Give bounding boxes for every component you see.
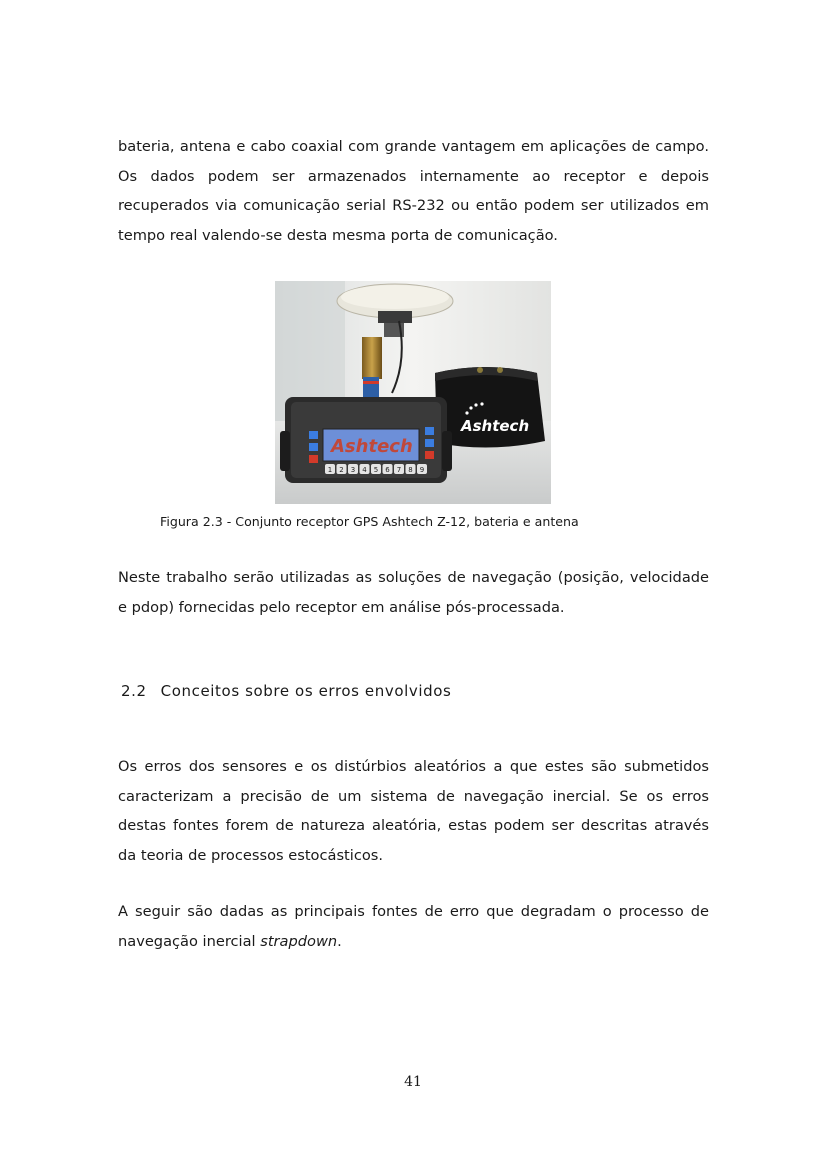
text-segment: navegação inercial [118, 932, 261, 950]
text-line: da teoria de processos estocásticos. [118, 846, 384, 864]
keypad-key-label: 4 [362, 466, 367, 474]
bag-brand-label: Ashtech [461, 417, 530, 435]
keypad-key-label: 9 [419, 466, 425, 474]
keypad-key-label: 7 [396, 466, 402, 474]
paragraph-sources [118, 897, 709, 956]
paragraph-solutions [118, 563, 709, 622]
keypad-key-label: 8 [408, 466, 413, 474]
italic-term: strapdown [260, 932, 338, 950]
paragraph-errors [118, 752, 709, 870]
text-line: bateria, antena e cabo coaxial com grande vantagem em aplicações de campo. [118, 138, 709, 155]
keypad-key-label: 6 [385, 466, 390, 474]
text-line: destas fontes forem de natureza aleatória, estas podem ser descritas através [118, 817, 709, 834]
text-line: Os dados podem ser armazenados internamente ao receptor e depois [118, 167, 709, 185]
text-line: Neste trabalho serão utilizadas as soluções de navegação (posição, velocidade [118, 569, 709, 586]
keypad-key-label: 2 [339, 466, 344, 474]
figure-gps-receiver-photo [275, 281, 551, 504]
keypad [325, 464, 427, 474]
screen-logo: Ashtech [331, 436, 413, 457]
text-segment: . [337, 932, 342, 950]
keypad-key-label: 1 [327, 466, 333, 474]
text-line: e pdop) fornecidas pelo receptor em análise pós-processada. [118, 598, 565, 616]
text-line: recuperados via comunicação serial RS-232 ou então podem ser utilizados em [118, 197, 709, 214]
section-heading [121, 682, 451, 700]
keypad-key-label: 5 [373, 466, 379, 474]
section-number: 2.2 [121, 682, 147, 700]
text-line: caracterizam a precisão de um sistema de navegação inercial. Se os erros [118, 787, 709, 805]
text-line: tempo real valendo-se desta mesma porta de comunicação. [118, 226, 558, 244]
section-title: Conceitos sobre os erros envolvidos [160, 682, 452, 700]
text-line [118, 927, 709, 957]
paragraph-intro [118, 132, 709, 250]
gps-receiver-illustration [275, 281, 551, 504]
figure-caption: Figura 2.3 - Conjunto receptor GPS Ashtech Z-12, bateria e antena [160, 514, 579, 529]
text-line: A seguir são dadas as principais fontes de erro que degradam o processo de [118, 903, 709, 920]
page-number: 41 [404, 1074, 422, 1090]
keypad-key-label: 3 [350, 466, 356, 474]
text-line: Os erros dos sensores e os distúrbios aleatórios a que estes são submetidos [118, 758, 709, 775]
